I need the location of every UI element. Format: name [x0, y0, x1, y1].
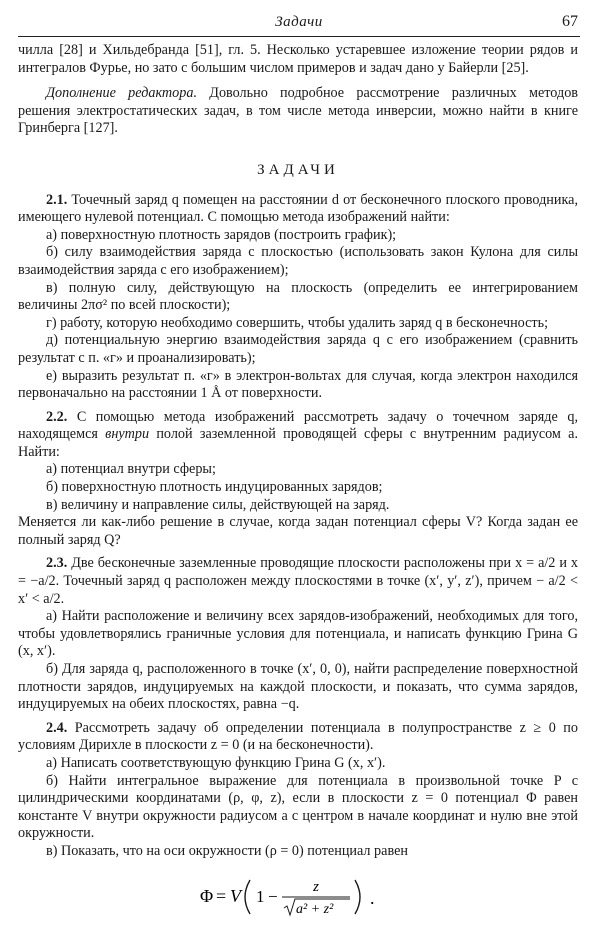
running-title: Задачи [275, 14, 323, 30]
problem-2-2-item-b: б) поверхностную плотность индуцированных зарядов; [46, 479, 383, 496]
problem-2-1-item-d: г) работу, которую необходимо совершить, чтобы удалить заряд q в бесконечность; [46, 314, 549, 331]
problem-2-1-item-a: а) поверхностную плотность зарядов (построить график); [46, 226, 397, 243]
problem-2-2 [18, 409, 578, 462]
section-title: ЗАДАЧИ [257, 161, 339, 178]
problem-2-1-item-b: б) силу взаимодействия заряда с плоскостью (использовать закон Кулона для силы взаимодействия заряда с его изображением); [18, 244, 578, 278]
formula-dot: . [370, 887, 375, 908]
problem-2-2-tail: Меняется ли как-либо решение в случае, когда задан потенциал сферы V? Когда задан ее полный заряд Q? [18, 514, 578, 548]
problem-text: Рассмотреть задачу об определении потенциала в полупространстве z ≥ 0 по условиям Дирихле в плоскости z = 0 (и на бесконечности). [18, 719, 578, 754]
emphasis-inside: внутри [105, 426, 150, 443]
problem-2-3 [18, 555, 578, 608]
problem-2-1-item-f: е) выразить результат п. «г» в электрон-вольтах для случая, когда электрон находился первоначально на расстоянии 1 Å от поверхности. [18, 367, 578, 402]
problem-2-1-item-c: в) полную силу, действующую на плоскость (определить ее интегрированием величины 2πσ² по всей плоскости); [18, 279, 578, 314]
formula-potential-on-axis [18, 875, 578, 919]
problem-2-3-item-b: б) Для заряда q, расположенного в точке (x′, 0, 0), найти распределение поверхностной плотности зарядов, индуцируемых на каждой плоскости, и показать, что сумма зарядов, индуцируемых на обеих плоскостях, равна −q. [18, 661, 578, 713]
problem-text: Две бесконечные заземленные проводящие плоскости расположены при x = a/2 и x = −a/2. Точечный заряд q расположен между плоскостями в точке (x′, y′, z′), причем − a/2 < x′ < a/2. [18, 555, 578, 607]
page-header [18, 12, 580, 37]
formula-svg [198, 874, 398, 920]
formula-lhs: Φ [200, 885, 214, 906]
problem-2-4 [18, 720, 578, 755]
formula-one: 1 [256, 886, 265, 906]
problem-text: С помощью метода изображений рассмотреть задачу о точечном заряде q, находящемся [18, 408, 578, 443]
problem-number: 2.4. [46, 719, 68, 736]
formula-minus: − [268, 886, 278, 906]
formula-eq: = [216, 885, 227, 906]
problem-number: 2.2. [46, 408, 68, 425]
problem-number: 2.1. [46, 191, 68, 208]
formula-v: V [230, 885, 241, 906]
problem-2-2-item-a: а) потенциал внутри сферы; [46, 461, 216, 478]
problem-2-4-item-a: а) Написать соответствующую функцию Грина G (x, x′). [46, 754, 386, 771]
problem-2-2-item-c: в) величину и направление силы, действующей на заряд. [46, 496, 390, 513]
problem-2-1-item-e: д) потенциальную энергию взаимодействия заряда q с его изображением (сравнить результат с п. «г» и проанализировать); [18, 332, 578, 366]
problem-number: 2.3. [46, 555, 68, 572]
formula-numerator: z [313, 878, 319, 895]
problem-2-4-item-c: в) Показать, что на оси окружности (ρ = 0) потенциал равен [46, 842, 408, 859]
left-paren [245, 880, 250, 914]
formula-denominator: a² + z² [296, 901, 334, 917]
problem-2-4-item-b: б) Найти интегральное выражение для потенциала в произвольной точке P с цилиндрическими координатами (ρ, φ, z), если в плоскости z = 0 потенциал Φ равен константе V внутри окружности радиусом a с центром в начале координат и нулю вне этой окружности. [18, 772, 578, 842]
problem-2-1 [18, 192, 578, 227]
right-paren [355, 880, 360, 914]
problem-text: Точечный заряд q помещен на расстоянии d от бесконечного плоского проводника, имеющего нулевой потенциал. С помощью метода изображений найти: [18, 191, 578, 226]
editor-note-text: Довольно подробное рассмотрение различных методов решения электростатических задач, в том числе метода инверсии, можно найти в книге Гринберга [127]. [18, 85, 578, 137]
page-number: 67 [562, 13, 578, 30]
editor-note [18, 85, 578, 138]
intro-paragraph: чилла [28] и Хильдебранда [51], гл. 5. Несколько устаревшее изложение теории рядов и интегралов Фурье, но зато с большим числом примеров и задач дано у Байерли [25]. [18, 42, 578, 76]
editor-note-label: Дополнение редактора. [46, 85, 197, 102]
problem-2-3-item-a: а) Найти расположение и величину всех зарядов-изображений, необходимых для того, чтобы удовлетворялись граничные условия для потенциала, и написать функцию Грина G (x, x′). [18, 608, 578, 660]
page-body [18, 42, 578, 919]
problem-text-cont: полой заземленной проводящей сферы с внутренним радиусом a. Найти: [18, 426, 579, 460]
